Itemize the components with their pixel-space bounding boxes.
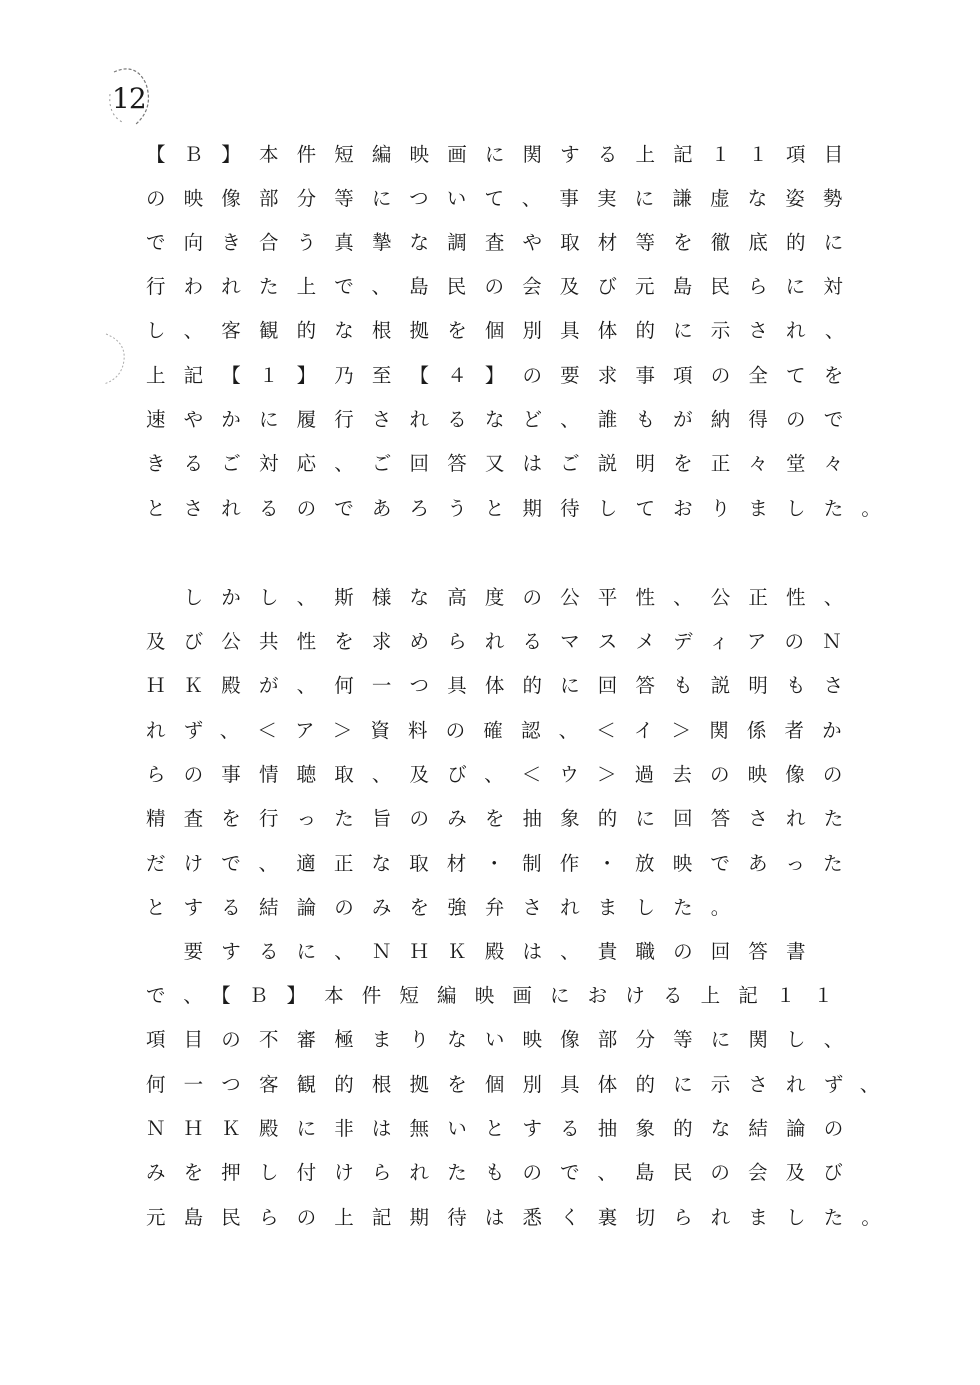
text-line: で、【Ｂ】本件短編映画における上記１１ <box>146 984 852 1007</box>
text-line: 行われた上で、島民の会及び元島民らに対 <box>146 275 861 298</box>
text-line: 何一つ客観的根拠を個別具体的に示されず、 <box>146 1073 898 1096</box>
text-line: 上記【１】乃至【４】の要求事項の全てを <box>146 364 862 387</box>
text-line: ＮＨＫ殿に非は無いとする抽象的な結論の <box>146 1117 862 1140</box>
text-line: だけで、適正な取材・制作・放映であった <box>146 852 861 875</box>
text-line: 速やかに履行されるなど、誰もが納得ので <box>146 408 862 431</box>
page-number: 12 <box>112 82 146 115</box>
text-line: の映像部分等について、事実に謙虚な姿勢 <box>146 187 861 210</box>
text-line: 要するに、ＮＨＫ殿は、貴職の回答書 <box>146 940 824 963</box>
faint-stamp-mark <box>96 330 132 386</box>
text-line: とされるのであろうと期待しておりました。 <box>146 497 900 520</box>
text-line: 項目の不審極まりない映像部分等に関し、 <box>146 1028 862 1051</box>
text-line: 【Ｂ】本件短編映画に関する上記１１項目 <box>146 143 862 166</box>
text-line: 元島民らの上記期待は悉く裏切られました。 <box>146 1206 900 1229</box>
text-line: れず、＜ア＞資料の確認、＜イ＞関係者か <box>146 719 860 742</box>
text-line: で向き合う真摯な調査や取材等を徹底的に <box>146 231 862 254</box>
text-line: 精査を行った旨のみを抽象的に回答された <box>146 807 862 830</box>
text-line: し、客観的な根拠を個別具体的に示され、 <box>146 319 863 342</box>
text-line: ＨＫ殿が、何一つ具体的に回答も説明もさ <box>146 674 862 697</box>
text-line: 及び公共性を求められるマスメディアのＮ <box>146 630 860 653</box>
text-line: きるご対応、ご回答又はご説明を正々堂々 <box>146 452 862 475</box>
text-line: とする結論のみを強弁されました。 <box>146 896 749 919</box>
text-line: しかし、斯様な高度の公平性、公正性、 <box>146 586 862 609</box>
text-line: みを押し付けられたもので、島民の会及び <box>146 1161 861 1184</box>
text-line: らの事情聴取、及び、＜ウ＞過去の映像の <box>146 763 861 786</box>
